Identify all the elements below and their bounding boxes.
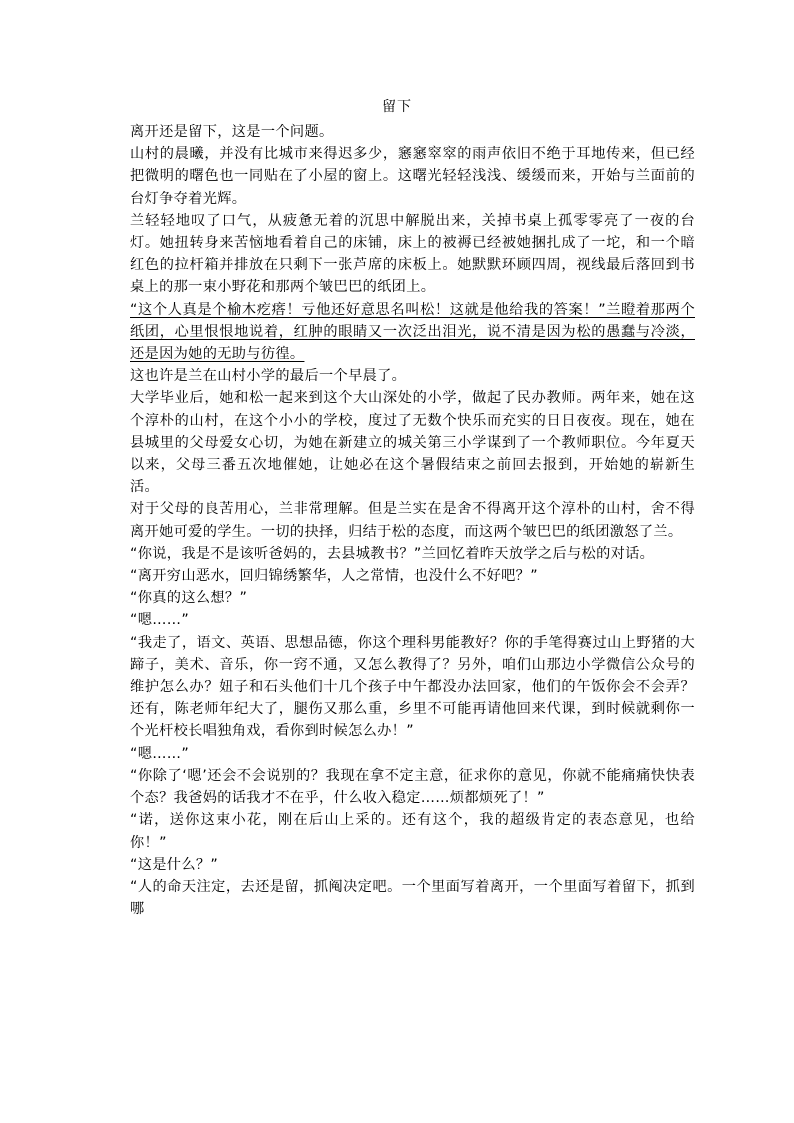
paragraph: “诺，送你这束小花，刚在后山上采的。还有这个，我的超级肯定的表态意见，也给你！” xyxy=(130,812,695,851)
paragraph: “嗯……” xyxy=(130,745,190,762)
paragraph: “你真的这么想？” xyxy=(130,590,248,607)
paragraph: “我走了，语文、英语、思想品德，你这个理科男能教好？你的手笔得赛过山上野猪的大蹄子，美术、音乐，你一窍不通，又怎么教得了？另外，咱们山那边小学微信公众号的维护怎么办？妞子和石头他们十几个孩子中午都没办法回家，他们的午饭你会不会弄？还有，陈老师年纪大了，腿伤又那么重，乡里不可能再请他回来代课，到时候就剩你一个光杆校长唱独角戏，看你到时候怎么办！” xyxy=(130,634,695,740)
paragraph: 山村的晨曦，并没有比城市来得迟多少，窸窸窣窣的雨声依旧不绝于耳地传来，但已经把微明的曙色也一同贴在了小屋的窗上。这曙光轻轻浅浅、缓缓而来，开始与兰面前的台灯争夺着光辉。 xyxy=(130,146,695,207)
document-title: 留下 xyxy=(382,99,412,115)
paragraph: 离开还是留下，这是一个问题。 xyxy=(130,124,334,140)
paragraph: 对于父母的良苦用心，兰非常理解。但是兰实在是舍不得离开这个淳朴的山村，舍不得离开她可爱的学生。一切的抉择，归结于松的态度，而这两个皱巴巴的纸团激怒了兰。 xyxy=(130,501,695,540)
document-body xyxy=(130,121,695,920)
paragraph: 大学毕业后，她和松一起来到这个大山深处的小学，做起了民办教师。两年来，她在这个淳朴的山村，在这个小小的学校，度过了无数个快乐而充实的日日夜夜。现在，她在县城里的父母爱女心切，为她在新建立的城关第三小学谋到了一个教师职位。今年夏天以来，父母三番五次地催她，让她必在这个暑假结束之前回去报到，开始她的崭新生活。 xyxy=(130,390,695,496)
paragraph: 兰轻轻地叹了口气，从疲惫无着的沉思中解脱出来，关掉书桌上孤零零亮了一夜的台灯。她扭转身来苦恼地看着自己的床铺，床上的被褥已经被她捆扎成了一坨，和一个暗红色的拉杆箱并排放在只剩下一张芦席的床板上。她默默环顾四周，视线最后落回到书桌上的那一束小野花和那两个皱巴巴的纸团上。 xyxy=(130,212,695,296)
paragraph: “嗯……” xyxy=(130,612,190,629)
paragraph: “你说，我是不是该听爸妈的，去县城教书？”兰回忆着昨天放学之后与松的对话。 xyxy=(130,545,655,562)
paragraph: “这是什么？” xyxy=(130,856,219,873)
paragraph: “你除了‘嗯’还会不会说别的？我现在拿不定主意，征求你的意见，你就不能痛痛快快表个态？我爸妈的话我才不在乎，什么收入稳定……烦都烦死了！” xyxy=(130,767,695,807)
paragraph: “人的命天注定，去还是留，抓阄决定吧。一个里面写着离开，一个里面写着留下，抓到哪 xyxy=(130,878,695,918)
underlined-paragraph: “这个人真是个榆木疙瘩！亏他还好意思名叫松！这就是他给我的答案！”兰瞪着那两个纸团，心里恨恨地说着，红肿的眼睛又一次泛出泪光，说不清是因为松的愚蠢与冷淡，还是因为她的无助与彷徨。 xyxy=(130,301,695,363)
paragraph: “离开穷山恶水，回归锦绣繁华，人之常情，也没什么不好吧？” xyxy=(130,568,538,585)
paragraph: 这也许是兰在山村小学的最后一个早晨了。 xyxy=(130,368,407,385)
